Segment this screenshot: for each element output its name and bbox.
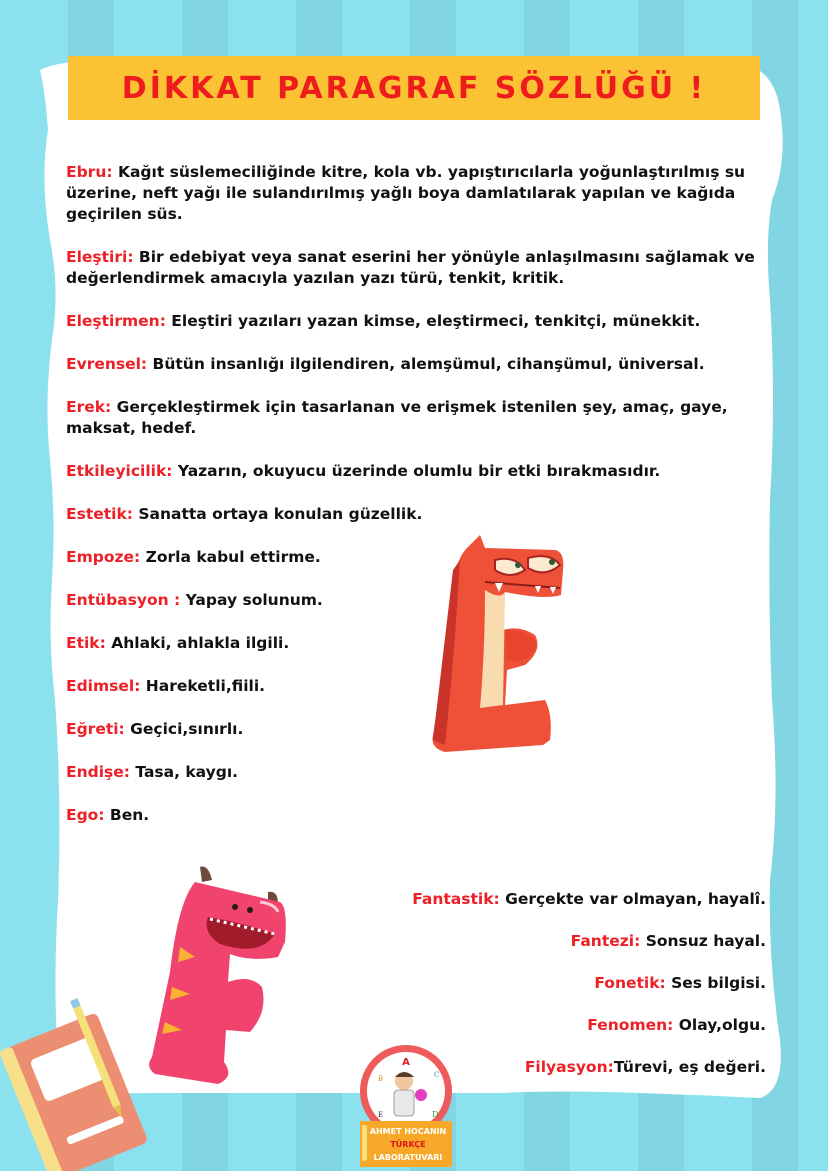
svg-text:D: D [432, 1110, 439, 1119]
term: Eğreti: [66, 720, 125, 738]
term: Eleştiri: [66, 248, 134, 266]
term: Fantezi: [570, 932, 641, 950]
definition: Yazarın, okuyucu üzerinde olumlu bir etki bırakmasıdır. [172, 462, 661, 480]
definition: Ses bilgisi. [665, 974, 766, 992]
definition: Ben. [104, 806, 150, 824]
entry-etkileyicilik [66, 461, 766, 482]
definition: Kağıt süslemeciliğinde kitre, kola vb. yapıştırıcılarla yoğunlaştırılmış su üzerine, neft yağı ile sulandırılmış yağlı boya damlatılarak yapılan ve kağıda geçirilen süs. [66, 163, 746, 223]
entry-elestirmen [66, 311, 766, 332]
entry-elestiri [66, 247, 766, 289]
entry-endise [66, 762, 766, 783]
entry-fenomen [366, 1015, 766, 1036]
term: Ego: [66, 806, 105, 824]
entry-edimsel [66, 676, 766, 697]
definition: Gerçekte var olmayan, hayalî. [499, 890, 766, 908]
notebook-pencil-icon [0, 990, 150, 1171]
entry-etik [66, 633, 766, 654]
entry-egreti [66, 719, 766, 740]
term: Fonetik: [594, 974, 666, 992]
svg-text:B: B [378, 1075, 384, 1083]
entry-ebru [66, 162, 766, 225]
term: Eleştirmen: [66, 312, 166, 330]
logo-line2: TÜRKÇE [390, 1140, 426, 1149]
definition: Olay,olgu. [673, 1016, 766, 1034]
svg-text:E: E [378, 1111, 384, 1119]
page-title: DİKKAT PARAGRAF SÖZLÜĞÜ ! [121, 70, 707, 106]
logo-line1: AHMET HOCANIN [369, 1127, 447, 1136]
entry-fantezi [366, 931, 766, 952]
term: Evrensel: [66, 355, 148, 373]
definition: Sanatta ortaya konulan güzellik. [132, 505, 423, 523]
logo-letter-a: A [402, 1057, 410, 1068]
definition: Hareketli,fiili. [140, 677, 266, 695]
entry-erek [66, 397, 766, 439]
entry-fantastik [366, 889, 766, 910]
definition: Zorla kabul ettirme. [140, 548, 321, 566]
term: Edimsel: [66, 677, 141, 695]
definition: Tasa, kaygı. [129, 763, 239, 781]
entry-fonetik [366, 973, 766, 994]
definition: Bir edebiyat veya sanat eserini her yönüyle anlaşılmasını sağlamak ve değerlendirmek amacıyla yazılan yazı türü, tenkit, kritik. [66, 248, 755, 287]
definition: Türevi, eş değeri. [613, 1058, 766, 1076]
term: Fenomen: [587, 1016, 674, 1034]
title-banner [68, 56, 760, 120]
term: Filyasyon: [524, 1058, 614, 1076]
term: Fantastik: [412, 890, 500, 908]
entry-estetik [66, 504, 766, 525]
letter-f-monster-icon [140, 862, 300, 1087]
svg-text:C: C [434, 1071, 440, 1079]
definition: Eleştiri yazıları yazan kimse, eleştirmeci, tenkitçi, münekkit. [165, 312, 701, 330]
term: Etkileyicilik: [66, 462, 173, 480]
term: Empoze: [66, 548, 141, 566]
ahmet-hocanin-logo [348, 1043, 464, 1171]
definition: Sonsuz hayal. [640, 932, 766, 950]
definition: Ahlaki, ahlakla ilgili. [105, 634, 290, 652]
term: Etik: [66, 634, 106, 652]
entry-empoze [66, 547, 766, 568]
definition: Gerçekleştirmek için tasarlanan ve erişmek istenilen şey, amaç, gaye, maksat, hedef. [66, 398, 728, 437]
term: Erek: [66, 398, 112, 416]
letter-e-monster-icon [425, 530, 575, 760]
term: Estetik: [66, 505, 133, 523]
entry-ego [66, 805, 766, 826]
term: Entübasyon : [66, 591, 181, 609]
entry-entubasyon [66, 590, 766, 611]
definition: Yapay solunum. [180, 591, 323, 609]
definition: Geçici,sınırlı. [124, 720, 244, 738]
e-entries-list [66, 162, 766, 848]
definition: Bütün insanlığı ilgilendiren, alemşümul, cihanşümul, üniversal. [147, 355, 705, 373]
entry-evrensel [66, 354, 766, 375]
term: Endişe: [66, 763, 130, 781]
term: Ebru: [66, 163, 113, 181]
logo-line3: LABORATUVARI [373, 1153, 443, 1162]
